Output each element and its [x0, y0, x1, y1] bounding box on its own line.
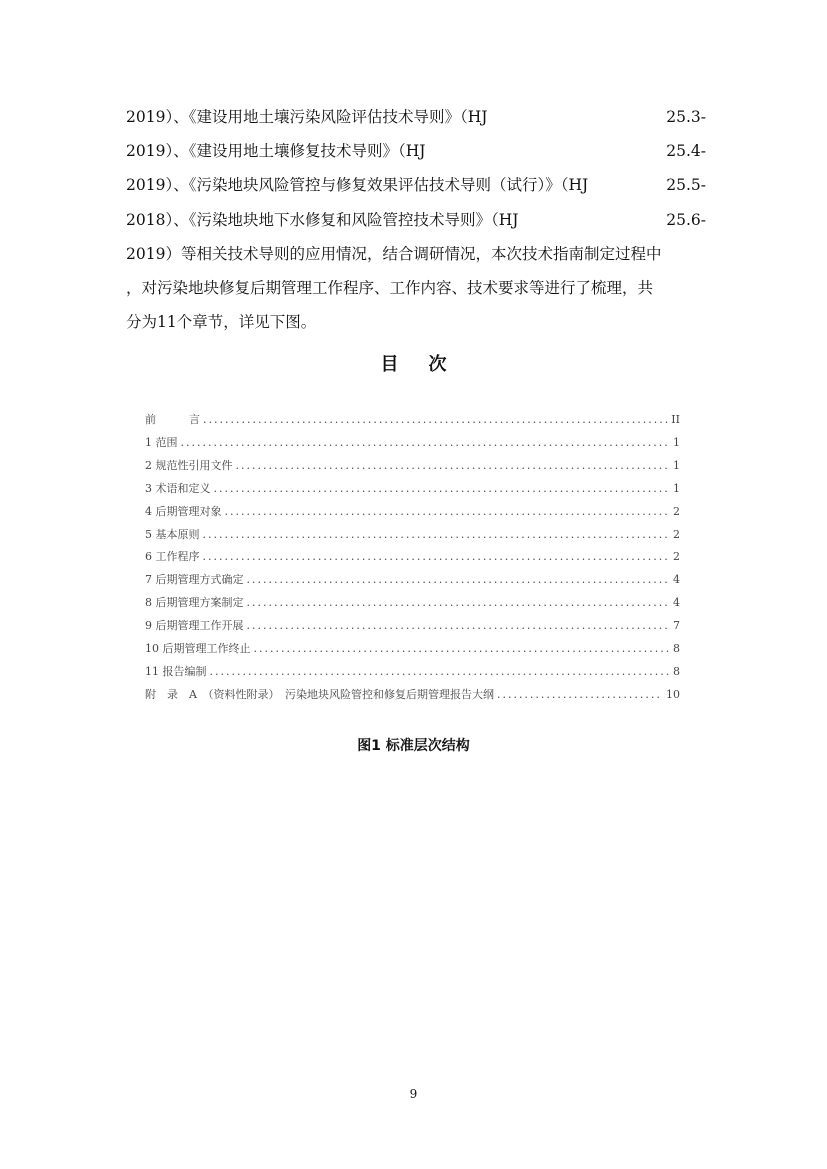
toc-leader-dots	[247, 618, 671, 634]
toc-page: 8	[673, 642, 680, 655]
toc-page: 10	[666, 687, 680, 701]
toc-entry	[145, 641, 680, 657]
toc-label: 4 后期管理对象	[145, 504, 222, 518]
toc-leader-dots	[214, 481, 671, 497]
body-line	[126, 209, 706, 231]
body-line	[126, 174, 706, 196]
line-text: 2019）、《建设用地土壤修复技术导则》（HJ	[126, 142, 426, 161]
toc-entry	[145, 527, 680, 543]
toc-leader-dots	[203, 412, 668, 428]
toc-leader-dots	[181, 435, 671, 451]
toc-page: 7	[673, 619, 680, 633]
toc-label: 前 言	[145, 413, 200, 426]
toc-label: 5 基本原则	[145, 527, 200, 541]
toc-page: 2	[673, 504, 680, 518]
toc-leader-dots	[254, 641, 671, 657]
line-right-text: 25.5-	[666, 176, 706, 195]
toc-entry	[145, 687, 680, 703]
toc-label: 附 录 A （资料性附录） 污染地块风险管控和修复后期管理报告大纲	[145, 687, 494, 701]
toc-leader-dots	[236, 458, 671, 474]
toc-label: 11 报告编制	[145, 664, 207, 678]
toc-label: 7 后期管理方式确定	[145, 573, 244, 587]
toc-leader-dots	[247, 572, 671, 588]
toc-label: 2 规范性引用文件	[145, 458, 233, 472]
toc-label: 10 后期管理工作终止	[145, 642, 251, 655]
toc-leader-dots	[203, 527, 671, 543]
toc-entry	[145, 458, 680, 474]
toc-page: 4	[673, 573, 680, 587]
toc-page: 1	[673, 435, 680, 449]
line-right-text: 25.6-	[666, 210, 706, 229]
toc-label: 8 后期管理方案制定	[145, 596, 244, 610]
toc-entry	[145, 572, 680, 588]
toc-leader-dots	[203, 549, 671, 565]
line-text: ，对污染地块修复后期管理工作程序、工作内容、技术要求等进行了梳理，共	[126, 279, 654, 297]
body-line	[126, 311, 706, 333]
toc-entry	[145, 664, 680, 680]
toc-entry	[145, 549, 680, 565]
toc-leader-dots	[225, 504, 671, 520]
toc-entry	[145, 618, 680, 634]
toc-leader-dots	[497, 687, 663, 703]
toc-title: 目次	[380, 354, 477, 375]
toc-entry	[145, 504, 680, 520]
toc-page: 2	[673, 550, 680, 564]
line-text: 2019）、《建设用地土壤污染风险评估技术导则》（HJ	[126, 108, 488, 126]
toc-page: II	[671, 413, 680, 426]
body-line	[126, 140, 706, 162]
toc-page: 1	[673, 458, 680, 472]
line-text: 2018）、《污染地块地下水修复和风险管控技术导则》（HJ	[126, 210, 519, 229]
line-text: 2019）等相关技术导则的应用情况，结合调研情况，本次技术指南制定过程中	[126, 244, 662, 263]
line-right-text: 25.4-	[666, 142, 706, 161]
body-line	[126, 277, 706, 299]
toc-leader-dots	[247, 595, 671, 611]
toc-label: 9 后期管理工作开展	[145, 619, 244, 633]
toc-entry	[145, 412, 680, 428]
figure-caption: 图1 标准层次结构	[357, 738, 470, 754]
toc-page: 8	[673, 664, 680, 678]
toc-page: 4	[673, 596, 680, 610]
toc-entry	[145, 435, 680, 451]
toc-entry	[145, 481, 680, 497]
toc-page: 1	[673, 481, 680, 495]
line-right-text: 25.3-	[666, 108, 706, 126]
toc-label: 3 术语和定义	[145, 481, 211, 495]
page-number: 9	[409, 1087, 418, 1101]
body-line	[126, 243, 706, 265]
toc-label: 6 工作程序	[145, 550, 200, 564]
line-text: 2019）、《污染地块风险管控与修复效果评估技术导则（试行）》（HJ	[126, 176, 589, 195]
line-text: 分为11个章节，详见下图。	[126, 313, 317, 332]
body-line	[126, 106, 706, 128]
toc-entry	[145, 595, 680, 611]
toc-leader-dots	[210, 664, 671, 680]
toc-label: 1 范围	[145, 435, 178, 449]
toc-page: 2	[673, 527, 680, 541]
